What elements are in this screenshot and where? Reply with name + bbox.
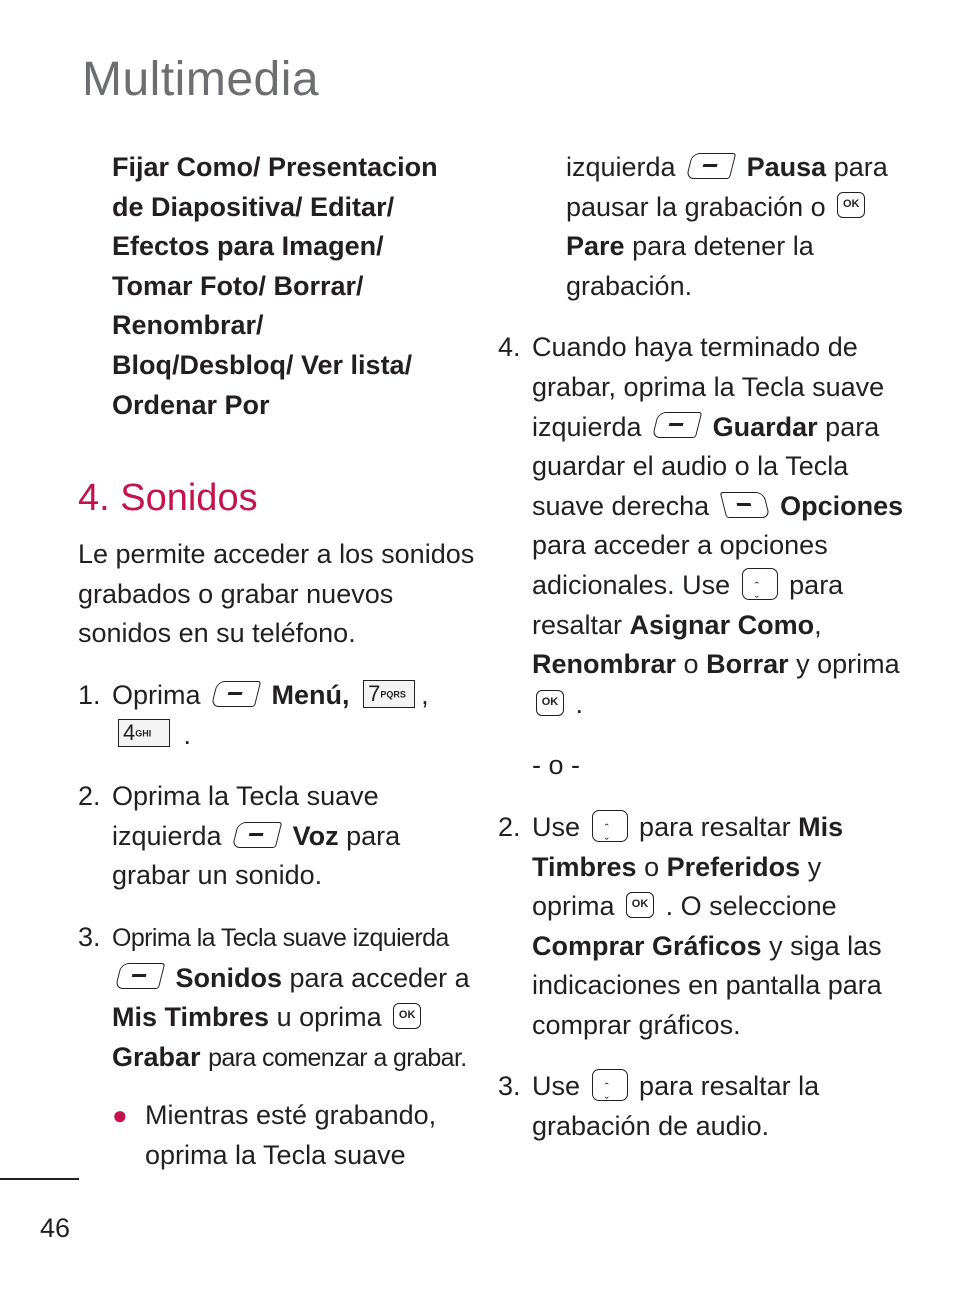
step-body bbox=[532, 808, 908, 1046]
ok-key-icon: OK bbox=[626, 892, 654, 918]
step-text: Use bbox=[532, 1071, 581, 1102]
ok-key-icon: OK bbox=[393, 1003, 421, 1029]
bullet-text: Mientras esté grabando, oprima la Tecla suave bbox=[145, 1100, 437, 1170]
or-separator: - o - bbox=[532, 750, 581, 781]
step-1 bbox=[78, 676, 478, 755]
left-soft-key-icon bbox=[211, 681, 261, 707]
step-text: . bbox=[183, 719, 192, 750]
bullet-continuation bbox=[498, 148, 908, 306]
step-text: para acceder a bbox=[289, 962, 470, 993]
step-text: o bbox=[683, 649, 699, 680]
step-text: para pausar la grabación o bbox=[566, 152, 888, 222]
step-text: para detener la grabación. bbox=[566, 231, 814, 301]
step-body bbox=[112, 676, 478, 755]
step-text: o bbox=[644, 851, 660, 882]
step-number: 3. bbox=[78, 921, 101, 952]
menu-label: Menú, bbox=[271, 679, 350, 710]
step-3-alt bbox=[498, 1067, 908, 1146]
nav-key-icon bbox=[742, 568, 778, 600]
step-text: u oprima bbox=[276, 1002, 382, 1033]
step-body bbox=[532, 328, 908, 724]
left-soft-key-icon bbox=[115, 963, 165, 989]
ok-key-icon: OK bbox=[837, 192, 865, 218]
menu-path-line: de Diapositiva/ Editar/ bbox=[112, 191, 395, 222]
step-text: y oprima bbox=[796, 649, 900, 680]
nav-key-icon bbox=[592, 1069, 628, 1101]
step-text: Oprima la Tecla suave izquierda bbox=[112, 781, 379, 851]
preferidos-label: Preferidos bbox=[666, 851, 801, 882]
left-soft-key-icon bbox=[686, 153, 736, 179]
key-7-icon: 7PQRS bbox=[363, 680, 415, 708]
step-number: 4. bbox=[498, 332, 521, 363]
renombrar-label: Renombrar bbox=[532, 649, 677, 680]
sonidos-label: Sonidos bbox=[175, 962, 283, 993]
step-text: . bbox=[575, 688, 584, 719]
asignar-como-label: Asignar Como, bbox=[629, 609, 822, 640]
step-text: para resaltar la grabación de audio. bbox=[532, 1071, 820, 1142]
step-text: . O seleccione bbox=[665, 891, 837, 922]
step-number: 1. bbox=[78, 679, 101, 710]
step-text: para guardar el audio o la Tecla suave derecha bbox=[532, 411, 880, 521]
menu-path-line: Ordenar Por bbox=[112, 389, 270, 420]
pare-label: Pare bbox=[566, 231, 625, 262]
voz-label: Voz bbox=[292, 820, 339, 851]
left-column bbox=[78, 148, 478, 1175]
section-intro: Le permite acceder a los sonidos grabados o grabar nuevos sonidos en su teléfono. bbox=[78, 539, 475, 649]
menu-path-line: Fijar Como/ Presentacion bbox=[112, 152, 438, 182]
menu-path-line: Renombrar/ bbox=[112, 310, 264, 341]
step-number: 3. bbox=[498, 1071, 521, 1102]
step-text: para resaltar bbox=[532, 569, 844, 640]
guardar-label: Guardar bbox=[712, 411, 818, 442]
nav-key-icon bbox=[592, 810, 628, 842]
step-text: y siga las indicaciones en pantalla para comprar gráficos. bbox=[532, 930, 882, 1040]
menu-path bbox=[112, 148, 478, 425]
step-text: Use bbox=[532, 811, 581, 842]
step-text: , bbox=[421, 679, 429, 710]
step-number: 2. bbox=[78, 781, 101, 812]
borrar-label: Borrar bbox=[706, 649, 789, 680]
step-text: Cuando haya terminado de grabar, oprima la Tecla suave izquierda bbox=[532, 332, 885, 442]
key-4-icon: 4GHI bbox=[118, 719, 170, 747]
step-body bbox=[532, 1067, 908, 1146]
step-text: para resaltar bbox=[639, 811, 791, 842]
right-soft-key-icon bbox=[719, 492, 769, 518]
step-number: 2. bbox=[498, 811, 521, 842]
step-body bbox=[112, 918, 478, 1078]
step-body bbox=[112, 777, 478, 896]
page-number: 46 bbox=[40, 1213, 71, 1243]
step-2 bbox=[78, 777, 478, 896]
grabar-label: Grabar bbox=[112, 1041, 201, 1072]
bullet-item bbox=[112, 1096, 478, 1175]
left-soft-key-icon bbox=[232, 822, 282, 848]
step-text: Oprima bbox=[112, 679, 201, 710]
menu-path-line: Bloq/Desbloq/ Ver lista/ bbox=[112, 349, 413, 380]
bullet-dot-icon: ● bbox=[112, 1100, 128, 1131]
footer-rule bbox=[0, 1178, 79, 1180]
right-column bbox=[498, 148, 908, 1169]
menu-path-line: Efectos para Imagen/ bbox=[112, 231, 384, 262]
left-soft-key-icon bbox=[652, 412, 702, 438]
page-title: Multimedia bbox=[82, 53, 320, 106]
step-4 bbox=[498, 328, 908, 724]
step-text: y oprima bbox=[532, 851, 822, 922]
step-text: para acceder a opciones adicionales. Use bbox=[532, 530, 828, 600]
opciones-label: Opciones bbox=[780, 490, 904, 521]
mis-timbres-label: Mis Timbres bbox=[532, 811, 844, 882]
step-3 bbox=[78, 918, 478, 1078]
ok-key-icon: OK bbox=[536, 690, 564, 716]
pausa-label: Pausa bbox=[746, 152, 827, 182]
menu-path-line: Tomar Foto/ Borrar/ bbox=[112, 270, 364, 301]
step-text: izquierda bbox=[566, 152, 676, 182]
step-text: para grabar un sonido. bbox=[112, 820, 401, 891]
step-2-alt bbox=[498, 808, 908, 1046]
step-text: para comenzar a grabar. bbox=[208, 1043, 467, 1072]
step-text: Oprima la Tecla suave izquierda bbox=[112, 923, 449, 952]
section-heading: 4. Sonidos bbox=[78, 477, 258, 520]
comprar-graficos-label: Comprar Gráficos bbox=[532, 930, 762, 961]
mis-timbres-label: Mis Timbres bbox=[112, 1002, 270, 1033]
